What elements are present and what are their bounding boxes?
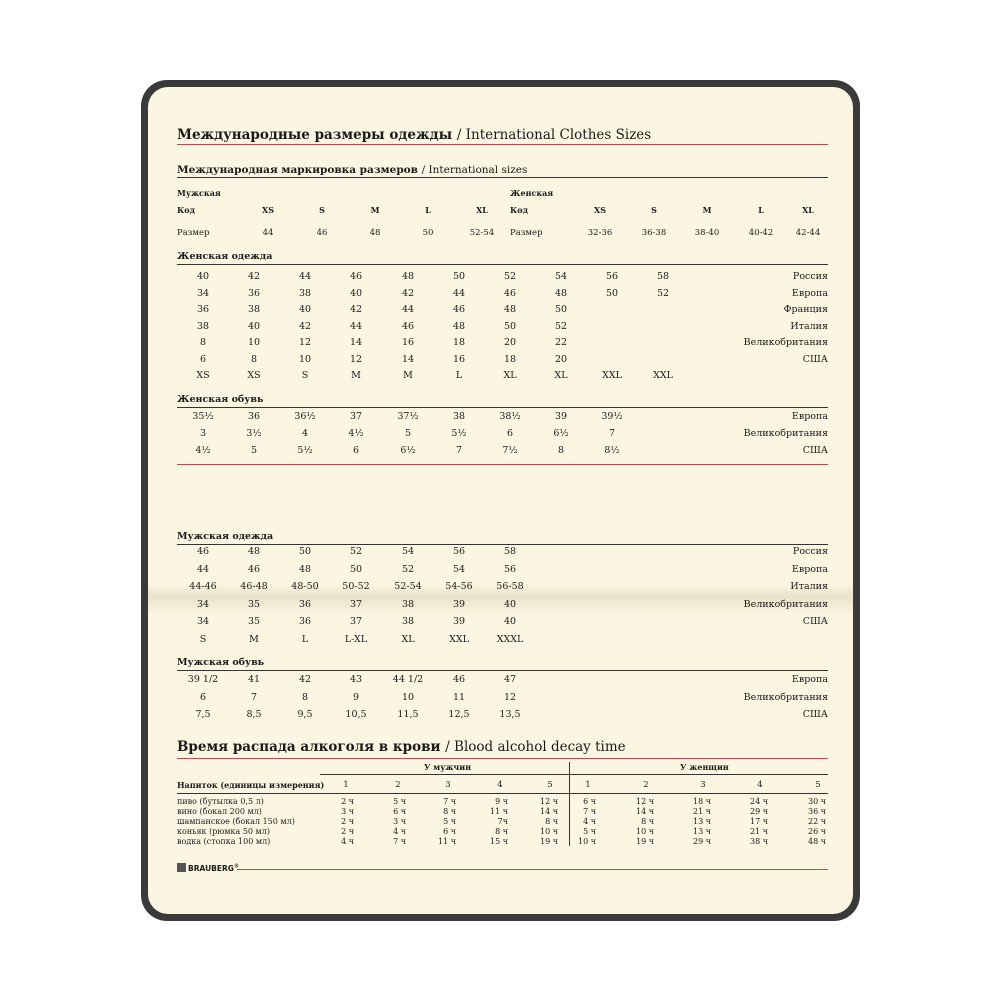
- size-cell: 38: [298, 287, 312, 299]
- male-size-cell: 52-54: [469, 228, 495, 238]
- size-cell: 7: [250, 691, 258, 703]
- size-cell: XXL: [449, 633, 469, 645]
- size-cell: 7: [608, 428, 616, 439]
- female-label: Женская: [510, 188, 554, 198]
- women-shoes-bottom-rule: [177, 464, 828, 465]
- women-hours-cell: 21 ч: [692, 807, 711, 816]
- female-size-cell: 42-44: [795, 228, 821, 238]
- men-hours-cell: 4 ч: [341, 837, 354, 846]
- men-clothes-rule: [177, 544, 828, 545]
- size-cell: 34: [196, 287, 210, 299]
- size-cell: 46: [401, 320, 415, 332]
- female-code-cell: S: [651, 205, 657, 215]
- women-hours-cell: 19 ч: [635, 837, 654, 846]
- women-group-label: У женщин: [680, 762, 729, 772]
- size-cell: 20: [554, 353, 568, 365]
- men-col-header: 2: [395, 780, 401, 790]
- men-hours-cell: 8 ч: [545, 817, 558, 826]
- size-cell: 10: [401, 691, 415, 703]
- size-cell: 52: [503, 271, 517, 282]
- size-cell: 40: [349, 287, 363, 299]
- title-en: / International Clothes Sizes: [456, 127, 652, 143]
- size-cell: 54: [401, 546, 415, 557]
- size-cell: 50: [349, 563, 363, 575]
- intl-heading-ru: Международная маркировка размеров: [177, 164, 418, 176]
- row-label: Россия: [792, 271, 828, 282]
- alcohol-title-rule: [177, 758, 828, 759]
- male-code-cell: XL: [476, 205, 488, 215]
- size-cell: S: [301, 370, 309, 381]
- size-cell: 44: [196, 563, 210, 575]
- men-hours-cell: 3 ч: [393, 817, 406, 826]
- size-cell: 37: [349, 411, 363, 422]
- men-hours-cell: 9 ч: [495, 797, 508, 806]
- row-label: Европа: [791, 674, 828, 685]
- size-cell: 48-50: [291, 581, 319, 592]
- size-cell: 46: [452, 304, 466, 315]
- size-cell: 40: [196, 271, 210, 282]
- size-cell: 7,5: [195, 709, 211, 720]
- women-hours-cell: 26 ч: [807, 827, 826, 836]
- size-cell: 46: [247, 563, 261, 575]
- size-cell: L-XL: [344, 633, 368, 645]
- size-cell: 38: [401, 598, 415, 610]
- men-hours-cell: 12 ч: [539, 797, 558, 806]
- size-cell: 44: [298, 271, 312, 282]
- men-group-label: У мужчин: [424, 762, 472, 772]
- row-label: Великобритания: [743, 337, 828, 348]
- male-code-cell: M: [370, 205, 380, 215]
- size-cell: 36: [298, 598, 312, 610]
- size-cell: 41: [247, 674, 261, 685]
- women-hours-cell: 29 ч: [749, 807, 768, 816]
- size-cell: 14: [349, 337, 363, 348]
- male-size-label: Размер: [177, 228, 210, 238]
- row-label: Европа: [791, 287, 828, 299]
- row-label: Италия: [790, 320, 828, 332]
- men-shoes-heading: Мужская обувь: [177, 657, 265, 668]
- size-cell: 6: [199, 691, 207, 703]
- size-cell: 35: [247, 616, 261, 627]
- alcohol-title: [177, 739, 626, 755]
- size-cell: 42: [298, 320, 312, 332]
- male-code-cell: L: [425, 205, 431, 215]
- size-cell: 56: [605, 271, 619, 282]
- size-cell: 58: [656, 271, 670, 282]
- intl-rule: [177, 177, 828, 178]
- size-cell: 38: [401, 616, 415, 627]
- women-hours-cell: 14 ч: [635, 807, 654, 816]
- size-cell: 37: [349, 616, 363, 627]
- size-cell: 10: [298, 353, 312, 365]
- women-hours-cell: 24 ч: [749, 797, 768, 806]
- row-label: Великобритания: [743, 598, 828, 610]
- female-size-cell: 40-42: [748, 228, 774, 238]
- size-cell: 3: [199, 428, 207, 439]
- size-cell: 14: [401, 353, 415, 365]
- men-col-header: 5: [547, 780, 553, 790]
- female-size-cell: 38-40: [694, 228, 720, 238]
- size-cell: 39: [452, 616, 466, 627]
- size-cell: 8: [199, 337, 207, 348]
- women-hours-cell: 21 ч: [749, 827, 768, 836]
- size-cell: 48: [298, 563, 312, 575]
- size-cell: 56: [452, 546, 466, 557]
- size-cell: 50: [605, 287, 619, 299]
- size-cell: 36: [247, 411, 261, 422]
- women-hours-cell: 17 ч: [749, 817, 768, 826]
- men-hours-cell: 5 ч: [393, 797, 406, 806]
- size-cell: 54-56: [445, 581, 473, 592]
- size-cell: 7½: [502, 445, 518, 456]
- female-code-cell: L: [758, 205, 764, 215]
- women-col-header: 2: [643, 780, 649, 790]
- size-cell: 42: [349, 304, 363, 315]
- female-code-cell: XL: [802, 205, 814, 215]
- size-cell: 7: [455, 445, 463, 456]
- size-cell: 44-46: [189, 581, 217, 592]
- size-cell: 48: [247, 546, 261, 557]
- size-cell: 6½: [553, 428, 569, 439]
- men-hours-cell: 8 ч: [443, 807, 456, 816]
- size-cell: 5½: [297, 445, 313, 456]
- size-cell: 48: [452, 320, 466, 332]
- women-hours-cell: 7 ч: [583, 807, 596, 816]
- title-ru: Международные размеры одежды: [177, 127, 453, 143]
- size-cell: 12: [298, 337, 312, 348]
- size-cell: 50: [298, 546, 312, 557]
- size-cell: 47: [503, 674, 517, 685]
- size-cell: 50: [503, 320, 517, 332]
- size-cell: 18: [503, 353, 517, 365]
- men-shoes-rule: [177, 670, 828, 671]
- size-cell: 37: [349, 598, 363, 610]
- size-cell: M: [249, 633, 259, 645]
- size-cell: 46-48: [240, 581, 268, 592]
- drink-label: вино (бокал 200 мл): [177, 807, 262, 816]
- men-hours-cell: 7 ч: [443, 797, 456, 806]
- size-cell: 39 1/2: [187, 674, 219, 685]
- women-col-header: 5: [815, 780, 821, 790]
- size-cell: 38: [452, 411, 466, 422]
- men-hours-cell: 2 ч: [341, 797, 354, 806]
- size-cell: 37½: [397, 411, 419, 422]
- alcohol-header-rule: [177, 793, 828, 794]
- size-cell: 16: [401, 337, 415, 348]
- female-size-cell: 32-36: [587, 228, 613, 238]
- size-cell: 40: [503, 598, 517, 610]
- size-cell: 52: [656, 287, 670, 299]
- female-code-cell: XS: [594, 205, 606, 215]
- size-cell: 18: [452, 337, 466, 348]
- drink-label: водка (стопка 100 мл): [177, 837, 271, 846]
- size-cell: 38½: [499, 411, 521, 422]
- women-hours-cell: 6 ч: [583, 797, 596, 806]
- size-cell: 54: [554, 271, 568, 282]
- size-cell: 40: [503, 616, 517, 627]
- size-cell: 44: [452, 287, 466, 299]
- size-cell: 8: [250, 353, 258, 365]
- size-cell: 6: [352, 445, 360, 456]
- size-cell: 40: [298, 304, 312, 315]
- size-cell: 8: [557, 445, 565, 456]
- size-cell: 50: [554, 304, 568, 315]
- size-cell: 44 1/2: [392, 674, 424, 685]
- men-hours-cell: 19 ч: [539, 837, 558, 846]
- size-cell: 46: [196, 546, 210, 557]
- size-cell: 11: [452, 691, 466, 703]
- size-cell: 5½: [451, 428, 467, 439]
- men-clothes-heading: Мужская одежда: [177, 531, 274, 542]
- drink-label: пиво (бутылка 0,5 л): [177, 797, 264, 806]
- size-cell: 22: [554, 337, 568, 348]
- women-hours-cell: 10 ч: [577, 837, 596, 846]
- size-cell: M: [403, 370, 413, 381]
- size-cell: 10,5: [345, 709, 367, 720]
- group-rule: [320, 774, 828, 775]
- women-hours-cell: 13 ч: [692, 827, 711, 836]
- women-hours-cell: 38 ч: [749, 837, 768, 846]
- brand-name: BRAUBERG: [188, 864, 234, 873]
- male-size-cell: 48: [369, 228, 381, 238]
- alcohol-title-ru: Время распада алкоголя в крови: [177, 739, 441, 755]
- size-cell: 48: [503, 304, 517, 315]
- row-label: США: [802, 616, 828, 627]
- size-cell: 52: [401, 563, 415, 575]
- size-cell: 52: [349, 546, 363, 557]
- size-cell: XL: [401, 633, 415, 645]
- size-cell: 36½: [294, 411, 316, 422]
- size-cell: 12: [349, 353, 363, 365]
- size-cell: 50-52: [342, 581, 370, 592]
- size-cell: 36: [298, 616, 312, 627]
- size-cell: 48: [401, 271, 415, 282]
- size-cell: 38: [247, 304, 261, 315]
- size-cell: 48: [554, 287, 568, 299]
- men-hours-cell: 2 ч: [341, 817, 354, 826]
- men-hours-cell: 15 ч: [489, 837, 508, 846]
- row-label: Великобритания: [743, 691, 828, 703]
- male-size-cell: 46: [316, 228, 328, 238]
- brand-square-icon: [177, 863, 186, 872]
- male-code-cell: S: [319, 205, 325, 215]
- title-rule: [177, 144, 828, 145]
- women-hours-cell: 12 ч: [635, 797, 654, 806]
- men-hours-cell: 11 ч: [437, 837, 456, 846]
- size-cell: M: [351, 370, 361, 381]
- men-hours-cell: 4 ч: [393, 827, 406, 836]
- size-cell: 20: [503, 337, 517, 348]
- size-cell: 34: [196, 616, 210, 627]
- size-cell: 9: [352, 691, 360, 703]
- size-cell: 56: [503, 563, 517, 575]
- size-cell: 11,5: [397, 709, 419, 720]
- size-cell: 4½: [195, 445, 211, 456]
- male-size-cell: 50: [422, 228, 434, 238]
- men-col-header: 3: [445, 780, 451, 790]
- size-cell: 36: [196, 304, 210, 315]
- drink-label: шампанское (бокал 150 мл): [177, 817, 295, 826]
- women-hours-cell: 8 ч: [641, 817, 654, 826]
- women-hours-cell: 10 ч: [635, 827, 654, 836]
- size-cell: 52-54: [394, 581, 422, 592]
- male-size-cell: 44: [262, 228, 274, 238]
- drink-header: Напиток (единицы измерения): [177, 780, 325, 790]
- size-cell: 6: [506, 428, 514, 439]
- size-cell: XS: [196, 370, 210, 381]
- size-cell: 8,5: [246, 709, 262, 720]
- brand-mark: ®: [233, 863, 239, 870]
- size-cell: 46: [452, 674, 466, 685]
- female-code-cell: M: [702, 205, 712, 215]
- size-cell: 4½: [348, 428, 364, 439]
- size-cell: L: [301, 633, 309, 645]
- men-col-header: 1: [343, 780, 349, 790]
- size-cell: 10: [247, 337, 261, 348]
- women-col-header: 3: [700, 780, 706, 790]
- size-cell: 35: [247, 598, 261, 610]
- page-title: [177, 127, 651, 143]
- men-hours-cell: 14 ч: [539, 807, 558, 816]
- row-label: Италия: [790, 581, 828, 592]
- male-code-label: Код: [177, 205, 195, 215]
- size-cell: 6½: [400, 445, 416, 456]
- size-cell: 35½: [192, 411, 214, 422]
- size-cell: 42: [401, 287, 415, 299]
- size-cell: 12: [503, 691, 517, 703]
- women-hours-cell: 30 ч: [807, 797, 826, 806]
- row-label: Европа: [791, 411, 828, 422]
- size-cell: 9,5: [297, 709, 313, 720]
- size-cell: 39½: [601, 411, 623, 422]
- women-hours-cell: 29 ч: [692, 837, 711, 846]
- female-size-label: Размер: [510, 228, 543, 238]
- row-label: Россия: [792, 546, 828, 557]
- men-hours-cell: 10 ч: [539, 827, 558, 836]
- women-hours-cell: 48 ч: [807, 837, 826, 846]
- women-clothes-heading: Женская одежда: [177, 251, 273, 262]
- women-hours-cell: 22 ч: [807, 817, 826, 826]
- row-label: Европа: [791, 563, 828, 575]
- size-cell: 46: [503, 287, 517, 299]
- size-cell: 13,5: [499, 709, 521, 720]
- women-hours-cell: 13 ч: [692, 817, 711, 826]
- male-label: Мужская: [177, 188, 221, 198]
- size-cell: XXXL: [496, 633, 524, 645]
- size-cell: 4: [301, 428, 309, 439]
- men-hours-cell: 5 ч: [443, 817, 456, 826]
- size-cell: 44: [401, 304, 415, 315]
- size-cell: 3½: [246, 428, 262, 439]
- drink-label: коньяк (рюмка 50 мл): [177, 827, 270, 836]
- size-cell: 58: [503, 546, 517, 557]
- size-cell: 50: [452, 271, 466, 282]
- men-hours-cell: 3 ч: [341, 807, 354, 816]
- intl-heading: [177, 164, 527, 176]
- size-cell: 5: [250, 445, 258, 456]
- brand-rule: [237, 869, 828, 870]
- size-cell: 8: [301, 691, 309, 703]
- size-cell: 36: [247, 287, 261, 299]
- women-hours-cell: 4 ч: [583, 817, 596, 826]
- men-hours-cell: 7 ч: [393, 837, 406, 846]
- men-hours-cell: 7ч: [497, 817, 508, 826]
- row-label: США: [802, 353, 828, 365]
- row-label: Великобритания: [743, 428, 828, 439]
- size-cell: 12,5: [448, 709, 470, 720]
- size-cell: 44: [349, 320, 363, 332]
- size-cell: XL: [554, 370, 568, 381]
- size-cell: 6: [199, 353, 207, 365]
- size-cell: 39: [452, 598, 466, 610]
- size-cell: XL: [503, 370, 517, 381]
- size-cell: 8½: [604, 445, 620, 456]
- size-cell: XXL: [653, 370, 673, 381]
- men-col-header: 4: [497, 780, 503, 790]
- size-cell: 46: [349, 271, 363, 282]
- size-cell: S: [199, 633, 207, 645]
- row-label: США: [802, 445, 828, 456]
- women-clothes-rule: [177, 264, 828, 265]
- men-hours-cell: 6 ч: [393, 807, 406, 816]
- size-cell: 54: [452, 563, 466, 575]
- size-cell: 38: [196, 320, 210, 332]
- size-cell: XS: [247, 370, 261, 381]
- women-shoes-rule: [177, 407, 828, 408]
- men-hours-cell: 8 ч: [495, 827, 508, 836]
- alcohol-title-en: / Blood alcohol decay time: [445, 739, 626, 755]
- brand-logo: [177, 863, 239, 873]
- row-label: Франция: [783, 304, 828, 315]
- men-hours-cell: 11 ч: [489, 807, 508, 816]
- size-cell: XXL: [602, 370, 622, 381]
- row-label: США: [802, 709, 828, 720]
- size-cell: 43: [349, 674, 363, 685]
- size-cell: 52: [554, 320, 568, 332]
- male-code-cell: XS: [262, 205, 274, 215]
- women-hours-cell: 18 ч: [692, 797, 711, 806]
- size-cell: 40: [247, 320, 261, 332]
- size-cell: 5: [404, 428, 412, 439]
- intl-heading-en: / International sizes: [421, 164, 528, 176]
- size-cell: 42: [298, 674, 312, 685]
- women-hours-cell: 5 ч: [583, 827, 596, 836]
- women-col-header: 4: [757, 780, 763, 790]
- women-shoes-heading: Женская обувь: [177, 394, 264, 405]
- size-cell: 56-58: [496, 581, 524, 592]
- men-hours-cell: 6 ч: [443, 827, 456, 836]
- female-size-cell: 36-38: [641, 228, 667, 238]
- women-col-header: 1: [585, 780, 591, 790]
- size-cell: 39: [554, 411, 568, 422]
- female-code-label: Код: [510, 205, 528, 215]
- women-hours-cell: 36 ч: [807, 807, 826, 816]
- size-cell: 16: [452, 353, 466, 365]
- size-cell: 34: [196, 598, 210, 610]
- men-hours-cell: 2 ч: [341, 827, 354, 836]
- size-cell: L: [455, 370, 463, 381]
- size-cell: 42: [247, 271, 261, 282]
